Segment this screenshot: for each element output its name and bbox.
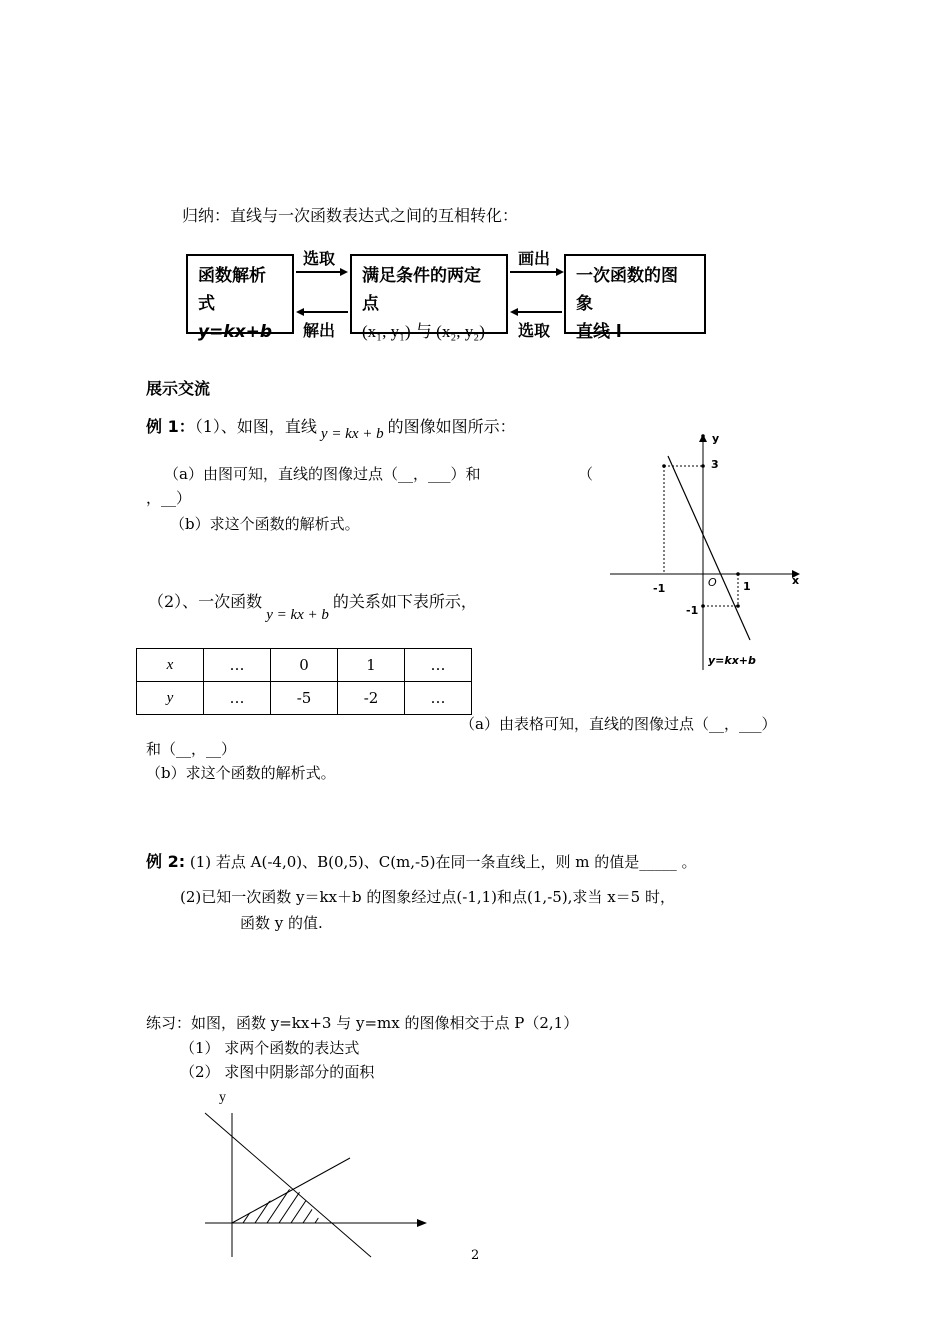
table-cell: 0 (271, 649, 338, 682)
shaded-region (235, 1175, 347, 1235)
table-cell: 1 (338, 649, 405, 682)
practice-q1: （1） 求两个函数的表达式 (180, 1039, 360, 1057)
graph-x-label: x (792, 574, 800, 587)
practice-y-label: y (219, 1090, 226, 1105)
example1-a: （a）由图可知，直线的图像过点（__，___）和 (164, 465, 481, 483)
table-cell: … (405, 649, 472, 682)
label-select-2: 选取 (518, 321, 551, 340)
box-function-expression (186, 254, 294, 342)
practice-graph (195, 1085, 435, 1265)
graph-line-label: y=kx+b (708, 654, 756, 667)
point-a (662, 464, 666, 468)
example1-b: （b）求这个函数的解析式。 (170, 515, 360, 533)
arrow-left-1-head (296, 308, 304, 316)
graph-y-label: y (712, 432, 720, 445)
arrow-right-1-head (340, 268, 348, 276)
point-ym1 (701, 604, 705, 608)
example1-graph (600, 420, 820, 680)
box1-line1: 函数解析式 (198, 266, 266, 314)
practice-line-kx3 (205, 1113, 371, 1257)
table-cell: -2 (338, 682, 405, 715)
example1-part2-tail: 的关系如下表所示， (332, 592, 477, 611)
point-b (736, 604, 740, 608)
page-number: 2 (471, 1248, 480, 1263)
table-cell: y (137, 682, 204, 715)
practice-q2: （2） 求图中阴影部分的面积 (180, 1063, 375, 1081)
graph-tick-1: 1 (743, 580, 751, 593)
box3-line1: 一次函数的图象 (576, 266, 678, 314)
example1-part2-a: （a）由表格可知，直线的图像过点（__，___） (460, 715, 777, 733)
example1-part2-intro: （2）、一次函数 (148, 592, 263, 611)
practice-x-arrow (417, 1219, 427, 1227)
point-y-top (701, 434, 705, 438)
example2-part2-line1: (2)已知一次函数 y＝kx＋b 的图象经过点(-1,1)和点(1,-5),求当 x＝5 时， (180, 888, 675, 906)
example2-part2-line2: 函数 y 的值. (240, 914, 323, 932)
table-cell: … (405, 682, 472, 715)
practice-intro: 练习：如图，函数 y=kx+3 与 y=mx 的图像相交于点 P（2,1） (146, 1014, 579, 1032)
value-table (136, 648, 472, 715)
arrow-right-2-head (556, 268, 564, 276)
point-x1 (736, 572, 740, 576)
box2-line2: (x₁, y₁) 与 (x₂, y₂) (362, 322, 485, 341)
example1-part2-a-cont: 和（__，__） (146, 740, 237, 758)
example2-label: 例 2: (146, 852, 186, 871)
graph-tick-m1y: -1 (686, 604, 699, 617)
example1-part1-intro: （1）、如图，直线 (194, 417, 317, 436)
box2-line1: 满足条件的两定点 (362, 266, 481, 314)
example1-part2-b: （b）求这个函数的解析式。 (146, 764, 336, 782)
label-select-1: 选取 (303, 249, 336, 268)
box3-line2: 直线 l (576, 322, 622, 342)
table-cell: … (204, 682, 271, 715)
example2-part1: (1) 若点 A(-4,0)、B(0,5)、C(m,-5)在同一条直线上，则 m 的值是_____ 。 (189, 853, 697, 871)
arrow-left-2-head (510, 308, 518, 316)
example1-label: 例 1： (146, 417, 195, 436)
table-cell: x (137, 649, 204, 682)
example1-a-right: （ (578, 465, 594, 483)
example1-formula: y = kx + b (320, 426, 384, 442)
summary-title: 归纳：直线与一次函数表达式之间的互相转化： (182, 206, 519, 225)
graph-line (668, 456, 750, 640)
box1-line2: y=kx+b (198, 322, 273, 342)
example1-part2-formula: y = kx + b (266, 607, 329, 623)
graph-origin: O (708, 576, 717, 589)
example1-part2-line (148, 589, 477, 623)
table-cell: -5 (271, 682, 338, 715)
table-row-x (137, 649, 472, 682)
example1-part1-tail: 的图像如图所示： (387, 417, 516, 436)
label-draw: 画出 (518, 249, 551, 268)
table-cell: … (204, 649, 271, 682)
box-function-graph (564, 254, 706, 342)
graph-tick-m1x: -1 (653, 582, 666, 595)
graph-tick-3: 3 (711, 458, 719, 471)
point-y3 (701, 464, 705, 468)
example1-line (146, 414, 516, 442)
example2-part1-line (146, 849, 697, 872)
section-title: 展示交流 (146, 379, 211, 398)
example1-a-cont: ，__） (146, 489, 192, 507)
table-row-y (137, 682, 472, 715)
label-solve: 解出 (303, 321, 336, 340)
